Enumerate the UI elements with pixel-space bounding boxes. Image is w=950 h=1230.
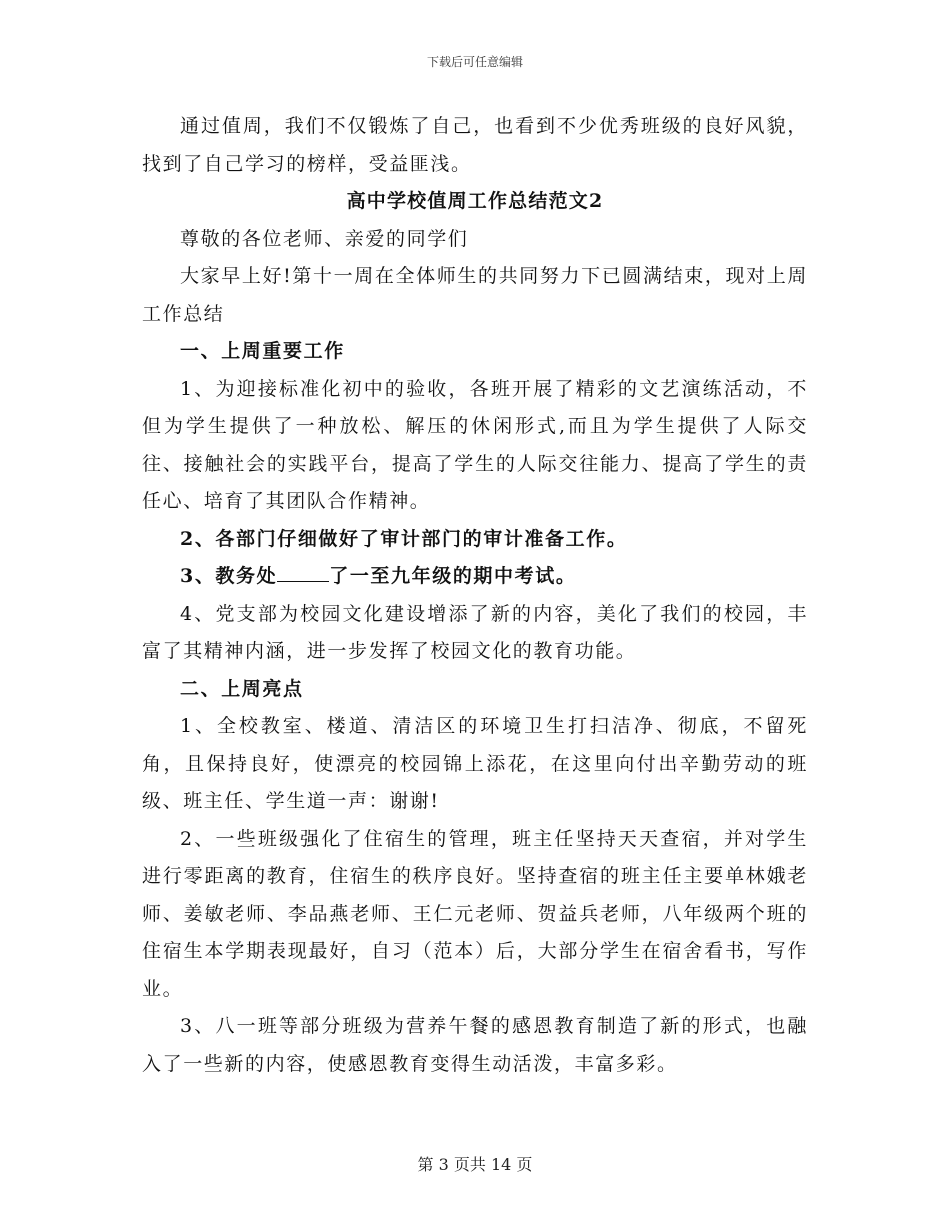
- heading-highlights: 二、上周亮点: [180, 677, 304, 700]
- work-item-4: 4、党支部为校园文化建设增添了新的内容，美化了我们的校园，丰富了其精神内涵，进一步发挥了校园文化的教育功能。: [142, 602, 808, 662]
- work-item-1: 1、为迎接标准化初中的验收，各班开展了精彩的文艺演练活动，不但为学生提供了一种放松、解压的休闲形式,而且为学生提供了人际交往、接触社会的实践平台，提高了学生的人际交往能力、提高了学生的责任心、培育了其团队合作精神。: [142, 377, 808, 512]
- highlight-item-1: 1、全校教室、楼道、清洁区的环境卫生打扫洁净、彻底，不留死角，且保持良好，使漂亮的校园锦上添花，在这里向付出辛勤劳动的班级、班主任、学生道一声：谢谢!: [142, 715, 808, 812]
- page-header: 下载后可任意编辑: [426, 55, 523, 69]
- section-title: 高中学校值周工作总结范文2: [346, 190, 604, 212]
- work-item-3: [142, 558, 808, 596]
- greeting: 尊敬的各位老师、亲爱的同学们: [180, 227, 469, 250]
- work-item-3-prefix: 3、教务处: [180, 565, 278, 587]
- document-body: [142, 108, 808, 1083]
- paragraph-opening: 大家早上好!第十一周在全体师生的共同努力下已圆满结束，现对上周工作总结: [142, 265, 808, 325]
- work-item-3-suffix: 了一至九年级的期中考试。: [329, 565, 577, 587]
- work-item-2: 2、各部门仔细做好了审计部门的审计准备工作。: [180, 527, 628, 550]
- paragraph-intro-closing: 通过值周，我们不仅锻炼了自己，也看到不少优秀班级的良好风貌，找到了自己学习的榜样，受益匪浅。: [142, 115, 808, 175]
- fill-blank-line: [277, 563, 329, 582]
- highlight-item-2: 2、一些班级强化了住宿生的管理，班主任坚持天天查宿，并对学生进行零距离的教育，住宿生的秩序良好。坚持查宿的班主任主要单林娥老师、姜敏老师、李品燕老师、王仁元老师、贺益兵老师，八年级两个班的住宿生本学期表现最好，自习（范本）后，大部分学生在宿舍看书，写作业。: [142, 827, 808, 1000]
- page-footer: 第 3 页共 14 页: [417, 1155, 533, 1174]
- highlight-item-3: 3、八一班等部分班级为营养午餐的感恩教育制造了新的形式，也融入了一些新的内容，使感恩教育变得生动活泼，丰富多彩。: [142, 1015, 808, 1075]
- heading-important-work: 一、上周重要工作: [180, 340, 345, 362]
